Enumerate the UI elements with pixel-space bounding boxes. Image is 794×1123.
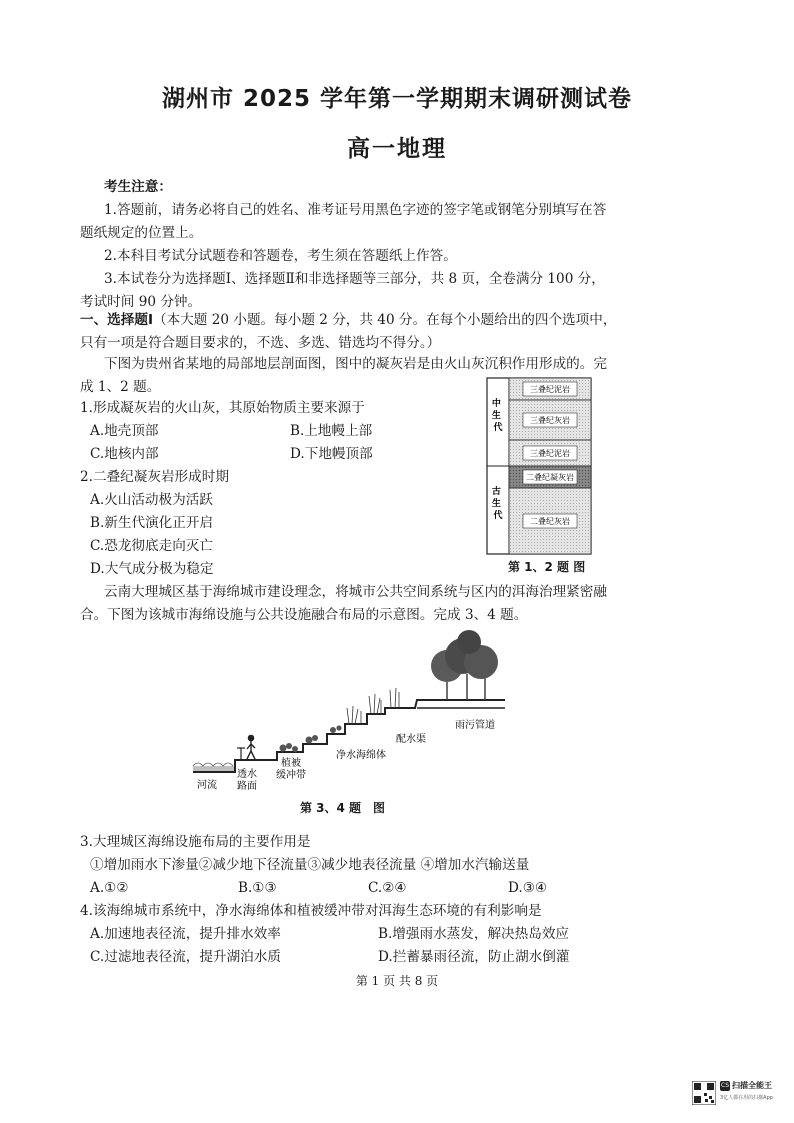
sponge-city-figure bbox=[185, 628, 515, 798]
q3-option-b: B.①③ bbox=[238, 880, 277, 896]
section1-heading: 一、选择题Ⅰ bbox=[80, 312, 154, 328]
q2-option-d: D.大气成分极为稳定 bbox=[90, 561, 214, 577]
trees-icon bbox=[431, 630, 498, 700]
notice-item1-line1: 1.答题前，请务必将自己的姓名、准考证号用黑色字迹的签字笔或钢笔分别填写在答 bbox=[104, 202, 607, 218]
label-road-line2: 路面 bbox=[237, 781, 257, 792]
layer-label-3: 三叠纪泥岩 bbox=[530, 449, 570, 458]
era-paleozoic-char2: 生 bbox=[491, 499, 501, 509]
label-road-line1: 透水 bbox=[237, 769, 257, 780]
notice-item2: 2.本科目考试分试题卷和答题卷，考生须在答题纸上作答。 bbox=[104, 248, 457, 264]
era-mesozoic-char2: 生 bbox=[491, 411, 501, 421]
page-footer: 第 1 页 共 8 页 bbox=[355, 974, 439, 988]
era-mesozoic-char3: 代 bbox=[493, 423, 503, 433]
intro12-line1: 下图为贵州省某地的局部地层剖面图，图中的凝灰岩是由火山灰沉积作用形成的。完 bbox=[104, 356, 607, 372]
page-subtitle: 高一地理 bbox=[347, 136, 447, 162]
reeds-icon bbox=[347, 688, 399, 724]
label-road bbox=[237, 767, 257, 792]
section1-desc1: （本大题 20 小题。每小题 2 分，共 40 分。在每个小题给出的四个选项中， bbox=[153, 312, 617, 328]
q1-option-d: D.下地幔顶部 bbox=[290, 446, 373, 462]
intro34-line2: 合。下图为该城市海绵设施与公共设施融合布局的示意图。完成 3、4 题。 bbox=[80, 607, 528, 623]
notice-item3-line1: 3.本试卷分为选择题Ⅰ、选择题Ⅱ和非选择题等三部分，共 8 页，全卷满分 100 分， bbox=[104, 271, 605, 287]
section1-desc2: 只有一项是符合题目要求的，不选、多选、错选均不得分。） bbox=[80, 335, 441, 351]
intro12-line2: 成 1、2 题。 bbox=[80, 379, 161, 395]
era-mesozoic-char1: 中 bbox=[491, 399, 501, 409]
label-canal: 配水渠 bbox=[396, 734, 426, 745]
page-title: 湖州市 2025 学年第一学期期末调研测试卷 bbox=[161, 86, 633, 112]
q1-option-a: A.地壳顶部 bbox=[90, 423, 159, 439]
q3-option-a: A.①② bbox=[90, 880, 129, 896]
notice-item1-line2: 题纸规定的位置上。 bbox=[80, 225, 203, 241]
era-mesozoic bbox=[492, 397, 504, 433]
label-pipe: 雨污管道 bbox=[455, 720, 495, 731]
ground-profile bbox=[193, 700, 505, 772]
label-buffer-line1: 植被 bbox=[281, 758, 301, 769]
cs-logo-icon: CS bbox=[721, 1082, 729, 1089]
fig34-caption: 第 3、4 题 图 bbox=[300, 801, 386, 815]
layer-label-5: 二叠纪灰岩 bbox=[530, 517, 570, 526]
layer-label-2: 三叠纪灰岩 bbox=[530, 416, 570, 425]
intro34-line1: 云南大理城区基于海绵城市建设理念，将城市公共空间系统与区内的洱海治理紧密融 bbox=[104, 584, 607, 600]
q4-option-c: C.过滤地表径流，提升湖泊水质 bbox=[90, 949, 281, 965]
q2-option-c: C.恐龙彻底走向灭亡 bbox=[90, 538, 213, 554]
q2-option-b: B.新生代演化正开启 bbox=[90, 515, 214, 531]
notice-item3-line2: 考试时间 90 分钟。 bbox=[80, 294, 202, 310]
layer-label-4: 二叠纪凝灰岩 bbox=[526, 473, 574, 482]
q3-option-d: D.③④ bbox=[508, 880, 548, 896]
person-icon bbox=[247, 735, 255, 759]
layer-label-1: 三叠纪泥岩 bbox=[530, 385, 570, 394]
label-buffer-line2: 缓冲带 bbox=[276, 770, 306, 781]
q2-option-a: A.火山活动极为活跃 bbox=[90, 492, 213, 508]
section1-line1 bbox=[80, 309, 616, 332]
q1-option-c: C.地核内部 bbox=[90, 446, 159, 462]
era-paleozoic-char1: 古 bbox=[491, 487, 501, 497]
lamp-icon bbox=[237, 748, 245, 760]
label-river: 河流 bbox=[197, 780, 217, 791]
q3-stem: 3.大理城区海绵设施布局的主要作用是 bbox=[80, 834, 311, 850]
era-paleozoic-char3: 代 bbox=[493, 511, 503, 521]
river-shape bbox=[193, 763, 235, 772]
label-wetland: 净水海绵体 bbox=[336, 750, 386, 761]
q1-stem: 1.形成凝灰岩的火山灰，其原始物质主要来源于 bbox=[80, 400, 365, 416]
fig12-caption: 第 1、2 题 图 bbox=[508, 560, 586, 574]
scanner-brand: 扫描全能王 bbox=[732, 1081, 772, 1090]
scanner-tagline: 3亿人都在用的扫描App bbox=[720, 1095, 773, 1101]
q2-stem: 2.二叠纪凝灰岩形成时期 bbox=[80, 469, 229, 485]
q3-statements: ①增加雨水下渗量②减少地下径流量③减少地表径流量 ④增加水汽输送量 bbox=[90, 857, 530, 873]
strata-column-figure bbox=[485, 376, 595, 556]
q1-option-b: B.上地幔上部 bbox=[290, 423, 373, 439]
q3-option-c: C.②④ bbox=[368, 880, 407, 896]
q4-option-a: A.加速地表径流，提升排水效率 bbox=[90, 926, 281, 942]
scanner-watermark bbox=[690, 1078, 790, 1108]
label-buffer bbox=[276, 756, 306, 781]
shrubs-icon bbox=[280, 725, 342, 752]
notice-heading: 考生注意： bbox=[104, 179, 172, 195]
q4-option-d: D.拦蓄暴雨径流，防止湖水倒灌 bbox=[378, 949, 570, 965]
qr-code-icon bbox=[692, 1081, 716, 1105]
era-paleozoic bbox=[492, 485, 504, 521]
q4-option-b: B.增强雨水蒸发，解决热岛效应 bbox=[378, 926, 570, 942]
q4-stem: 4.该海绵城市系统中，净水海绵体和植被缓冲带对洱海生态环境的有利影响是 bbox=[80, 903, 542, 919]
